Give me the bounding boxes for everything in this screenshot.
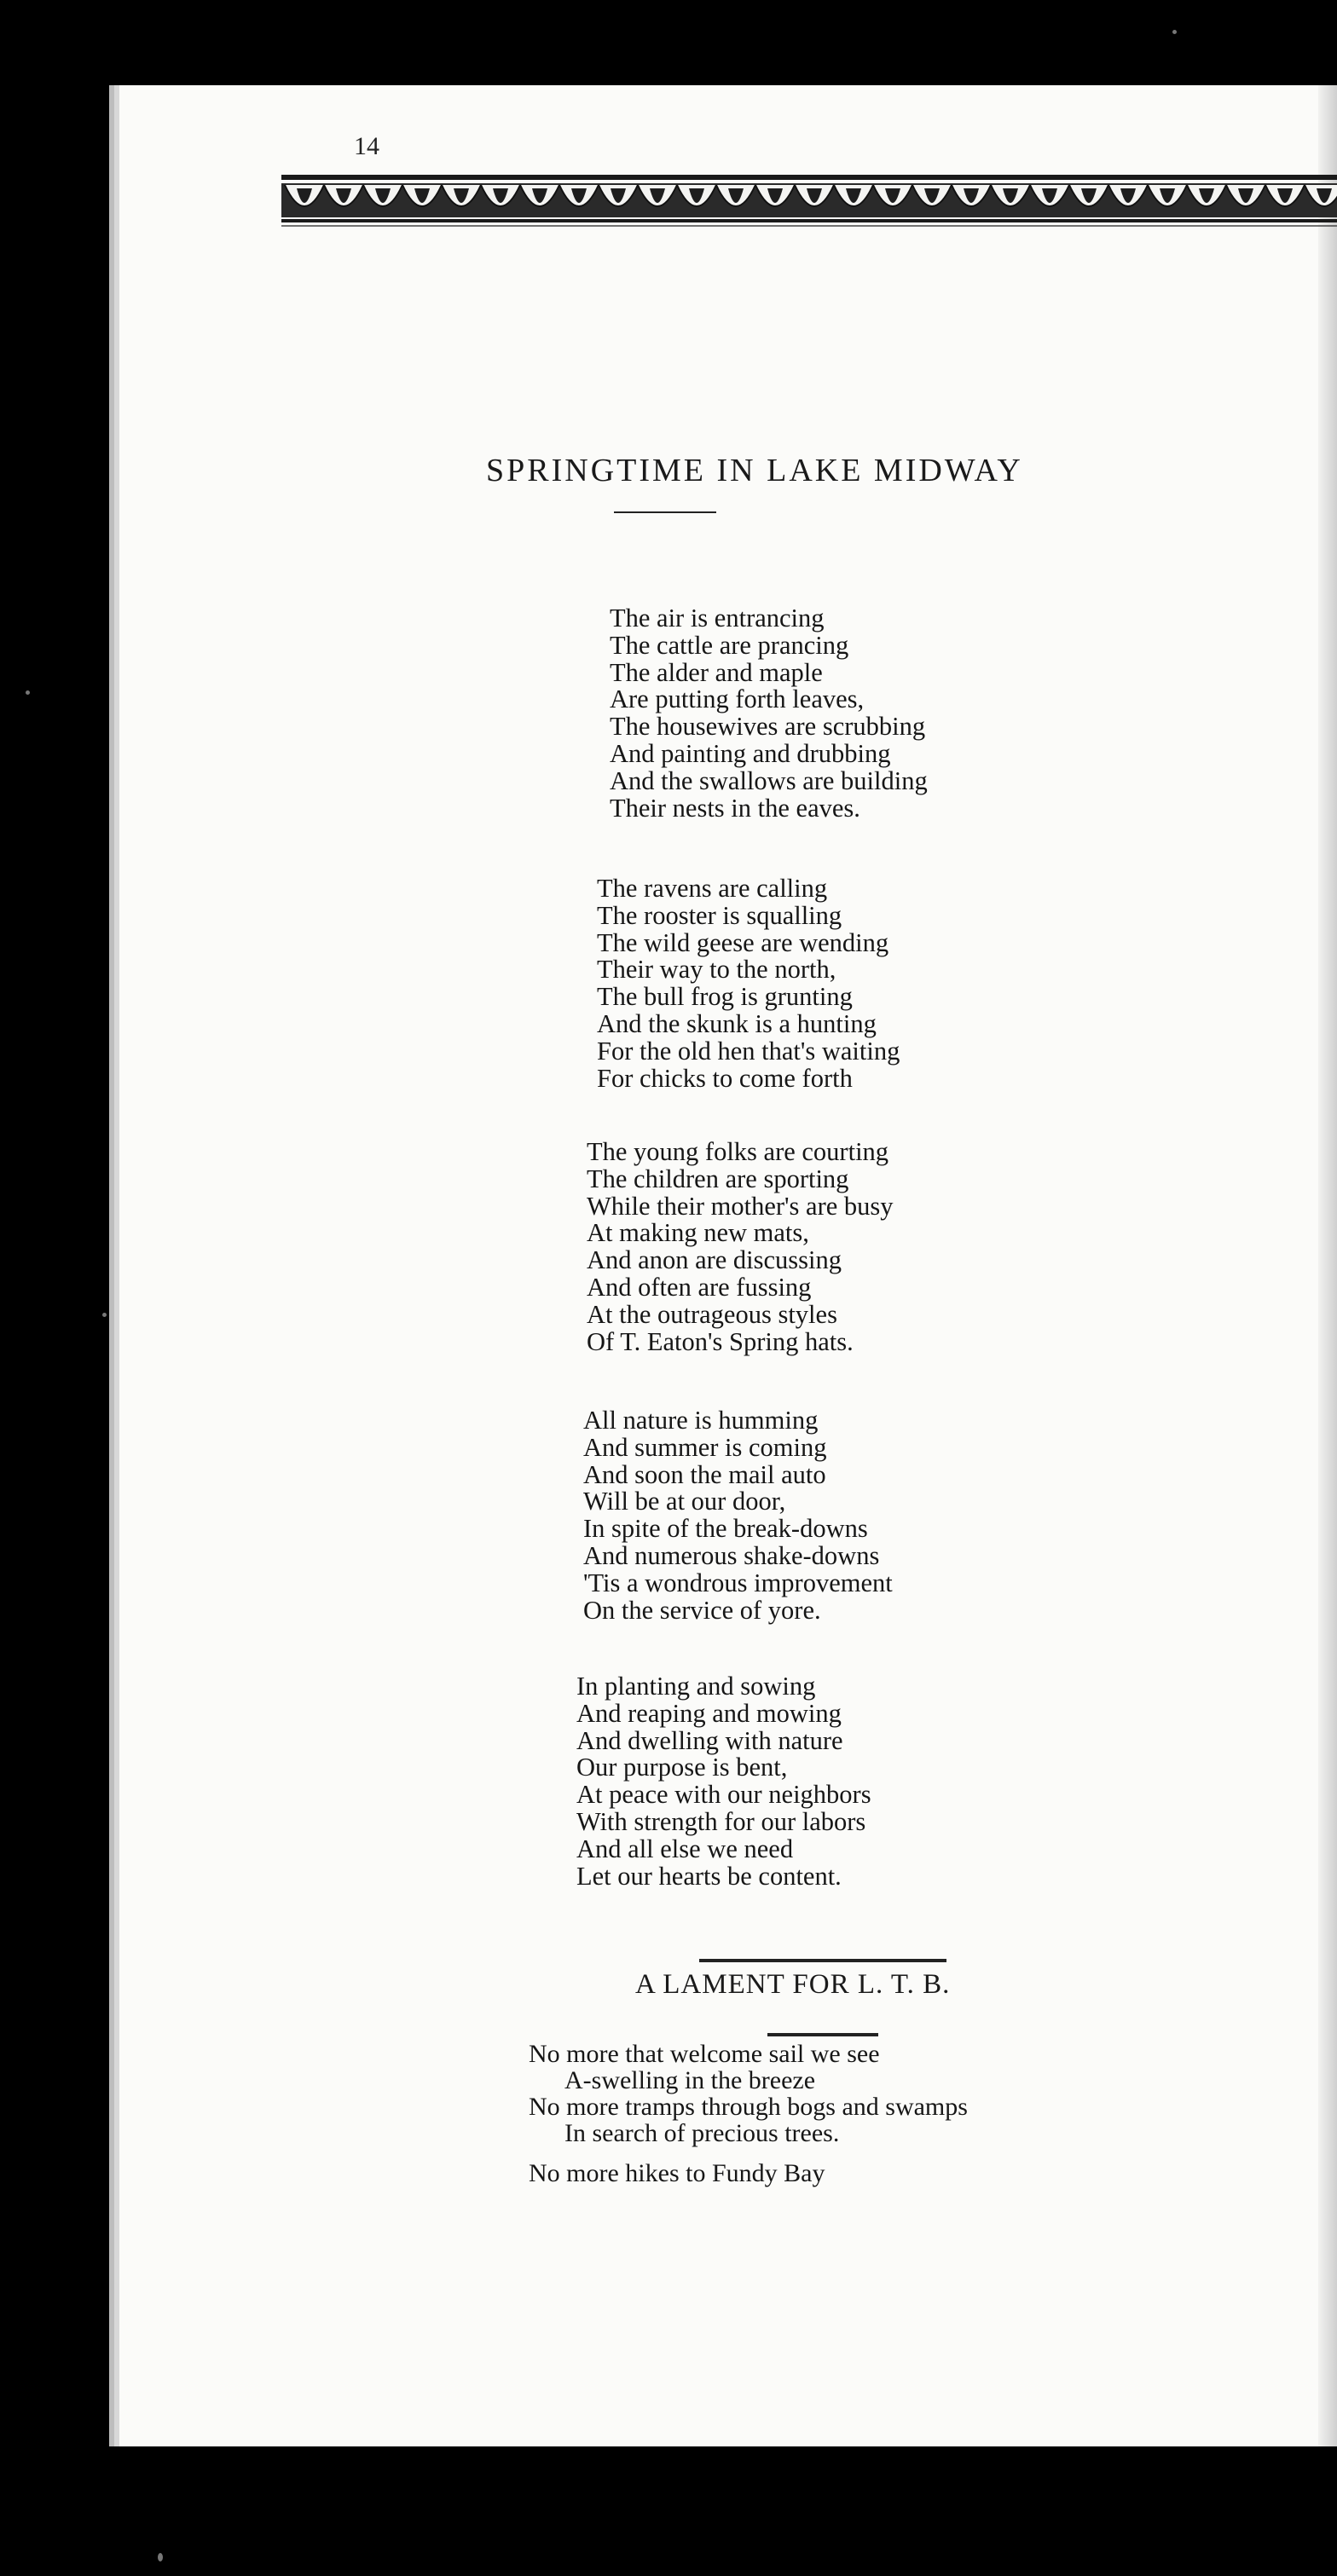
poem-line: The bull frog is grunting bbox=[597, 982, 853, 1012]
poem-line: On the service of yore. bbox=[583, 1595, 821, 1625]
dust-speck bbox=[26, 690, 30, 695]
poem-line: Their nests in the eaves. bbox=[610, 793, 860, 823]
lament-line: No more tramps through bogs and swamps bbox=[529, 2093, 968, 2121]
poem-line: And numerous shake-downs bbox=[583, 1540, 880, 1570]
poem-line: At the outrageous styles bbox=[587, 1299, 837, 1329]
poem-line: The young folks are courting bbox=[587, 1137, 889, 1166]
poem-line: And reaping and mowing bbox=[576, 1698, 842, 1728]
poem-title: SPRINGTIME IN LAKE MIDWAY bbox=[486, 453, 1023, 488]
title-divider bbox=[614, 511, 716, 513]
lament-body bbox=[529, 2041, 968, 2186]
poem-stanza bbox=[587, 1139, 894, 1355]
poem-stanza bbox=[583, 1407, 893, 1624]
poem-line: Their way to the north, bbox=[597, 955, 836, 985]
poem-line: At making new mats, bbox=[587, 1218, 809, 1248]
poem-line: Are putting forth leaves, bbox=[610, 684, 865, 714]
poem-line: The ravens are calling bbox=[597, 874, 828, 903]
poem-line: The wild geese are wending bbox=[597, 927, 889, 957]
poem-line: In planting and sowing bbox=[576, 1672, 816, 1701]
section-divider bbox=[699, 1959, 946, 1962]
poem-line: The air is entrancing bbox=[610, 604, 825, 632]
dust-speck bbox=[158, 2553, 163, 2562]
poem-line: With strength for our labors bbox=[576, 1806, 866, 1836]
poem-line: All nature is humming bbox=[583, 1406, 819, 1435]
poem-line: Will be at our door, bbox=[583, 1487, 786, 1516]
poem-line: And the swallows are building bbox=[610, 765, 928, 795]
poem-line: For the old hen that's waiting bbox=[597, 1036, 900, 1066]
poem-stanza bbox=[576, 1673, 871, 1890]
poem-line: The cattle are prancing bbox=[610, 630, 849, 660]
poem-line: In spite of the break-downs bbox=[583, 1514, 868, 1544]
poem-line: Our purpose is bent, bbox=[576, 1753, 788, 1782]
poem-line: And soon the mail auto bbox=[583, 1459, 826, 1489]
dust-speck bbox=[102, 1313, 107, 1317]
poem-line: And dwelling with nature bbox=[576, 1725, 843, 1755]
poem-line: Let our hearts be content. bbox=[576, 1861, 842, 1891]
poem-line: The alder and maple bbox=[610, 657, 823, 687]
poem-line: And anon are discussing bbox=[587, 1245, 842, 1275]
poem-line: Of T. Eaton's Spring hats. bbox=[587, 1326, 854, 1356]
poem-line: The housewives are scrubbing bbox=[610, 712, 926, 742]
dust-speck bbox=[1172, 30, 1177, 34]
page-edge bbox=[1318, 85, 1337, 2446]
lament-line: A-swelling in the breeze bbox=[564, 2066, 816, 2094]
poem-line: And all else we need bbox=[576, 1834, 794, 1863]
poem-line: The rooster is squalling bbox=[597, 900, 842, 930]
poem-line: The children are sporting bbox=[587, 1164, 849, 1193]
lament-line: No more hikes to Fundy Bay bbox=[529, 2159, 825, 2187]
poem-line: And painting and drubbing bbox=[610, 738, 891, 768]
poem-line: While their mother's are busy bbox=[587, 1191, 894, 1221]
lament-line: In search of precious trees. bbox=[564, 2119, 840, 2147]
poem-stanza bbox=[597, 875, 900, 1092]
poem-line: And summer is coming bbox=[583, 1432, 827, 1462]
lament-title-divider bbox=[767, 2033, 878, 2036]
poem-stanza bbox=[610, 605, 928, 822]
page-number: 14 bbox=[354, 132, 379, 160]
poem-line: At peace with our neighbors bbox=[576, 1780, 871, 1810]
poem-line: For chicks to come forth bbox=[597, 1063, 853, 1093]
poem-line: 'Tis a wondrous improvement bbox=[583, 1568, 893, 1597]
poem-line: And the skunk is a hunting bbox=[597, 1008, 877, 1038]
lament-line: No more that welcome sail we see bbox=[529, 2040, 880, 2068]
lament-title: A LAMENT FOR L. T. B. bbox=[635, 1969, 951, 2000]
ornamental-border bbox=[281, 175, 1337, 228]
poem-line: And often are fussing bbox=[587, 1272, 812, 1302]
